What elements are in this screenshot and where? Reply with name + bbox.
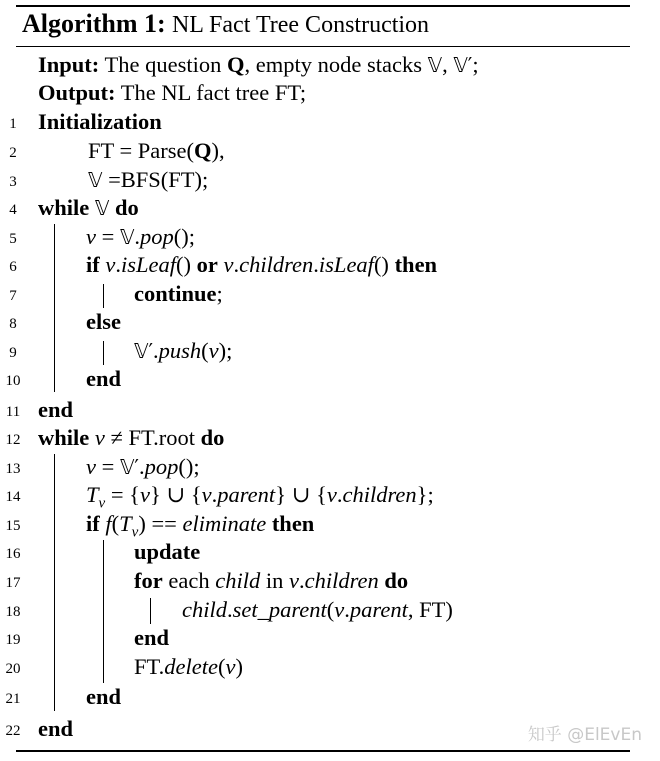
line-number: 9 xyxy=(9,345,17,361)
code-line-7: continue; xyxy=(134,281,223,306)
while-block-bar xyxy=(54,224,55,392)
watermark: 知乎 @ElEvEn xyxy=(527,725,642,745)
code-line-10: end xyxy=(86,366,122,391)
line-number: 16 xyxy=(5,546,21,562)
line-number: 6 xyxy=(9,259,17,275)
title-rule xyxy=(16,46,630,47)
line-number: 4 xyxy=(9,202,17,218)
code-line-11: end xyxy=(38,397,74,422)
code-line-21: end xyxy=(86,684,122,709)
for-block-bar xyxy=(150,598,151,624)
code-line-9: 𝕍′.push(v); xyxy=(134,338,233,363)
line-number: 5 xyxy=(9,231,17,247)
line-number: 17 xyxy=(5,575,21,591)
code-line-8: else xyxy=(86,309,121,334)
line-number: 11 xyxy=(5,404,21,420)
line-number: 3 xyxy=(9,174,17,190)
input-line xyxy=(38,52,479,78)
line-number: 20 xyxy=(5,661,21,677)
line-number: 12 xyxy=(5,432,21,448)
input-text: The question Q, empty node stacks 𝕍, 𝕍′; xyxy=(104,52,479,77)
output-text: The NL fact tree FT; xyxy=(120,80,307,105)
if-block-bar xyxy=(103,540,104,683)
line-number: 22 xyxy=(5,723,21,739)
while-block-bar-2 xyxy=(54,454,55,711)
code-line-12: while v ≠ FT.root do xyxy=(38,425,225,450)
code-line-2: FT = Parse(Q), xyxy=(88,138,225,163)
line-number: 7 xyxy=(9,288,17,304)
code-line-1: Initialization xyxy=(38,109,162,134)
code-line-3: 𝕍 =BFS(FT); xyxy=(88,167,209,192)
bottom-rule xyxy=(16,750,630,752)
line-number: 15 xyxy=(5,518,21,534)
code-line-14: $T_v = \{v\}$ ∪ {v.parent} ∪ {v.children}; xyxy=(86,482,434,512)
code-line-6: if v.isLeaf() or v.children.isLeaf() then xyxy=(86,252,438,277)
code-line-18: child.set_parent(v.parent, FT) xyxy=(182,597,453,622)
code-line-16: update xyxy=(134,539,201,564)
top-rule xyxy=(16,5,630,7)
code-line-17: for each child in v.children do xyxy=(134,568,409,593)
code-line-19: end xyxy=(134,625,170,650)
line-number: 8 xyxy=(9,316,17,332)
else-block-bar xyxy=(103,341,104,365)
line-number: 19 xyxy=(5,632,21,648)
algorithm-title xyxy=(22,9,429,39)
line-number: 18 xyxy=(5,604,21,620)
then-block-bar xyxy=(103,284,104,308)
code-line-20: FT.delete(v) xyxy=(134,654,243,679)
line-number: 21 xyxy=(5,691,21,707)
code-line-4: while 𝕍 do xyxy=(38,195,139,220)
code-line-22: end xyxy=(38,716,74,741)
line-number: 10 xyxy=(5,373,21,389)
code-line-5: v = 𝕍.pop(); xyxy=(86,224,196,249)
line-number: 13 xyxy=(5,461,21,477)
code-line-13: v = 𝕍′.pop(); xyxy=(86,454,200,479)
output-keyword: Output: xyxy=(38,80,116,105)
algorithm-label: Algorithm 1: xyxy=(22,9,166,38)
output-line xyxy=(38,80,306,106)
line-number: 14 xyxy=(5,489,21,505)
code-line-15: if $f(T_v)$ == eliminate then xyxy=(86,511,315,541)
line-number: 2 xyxy=(9,145,17,161)
algorithm-name: NL Fact Tree Construction xyxy=(171,12,430,38)
input-keyword: Input: xyxy=(38,52,100,77)
line-number: 1 xyxy=(9,116,17,132)
